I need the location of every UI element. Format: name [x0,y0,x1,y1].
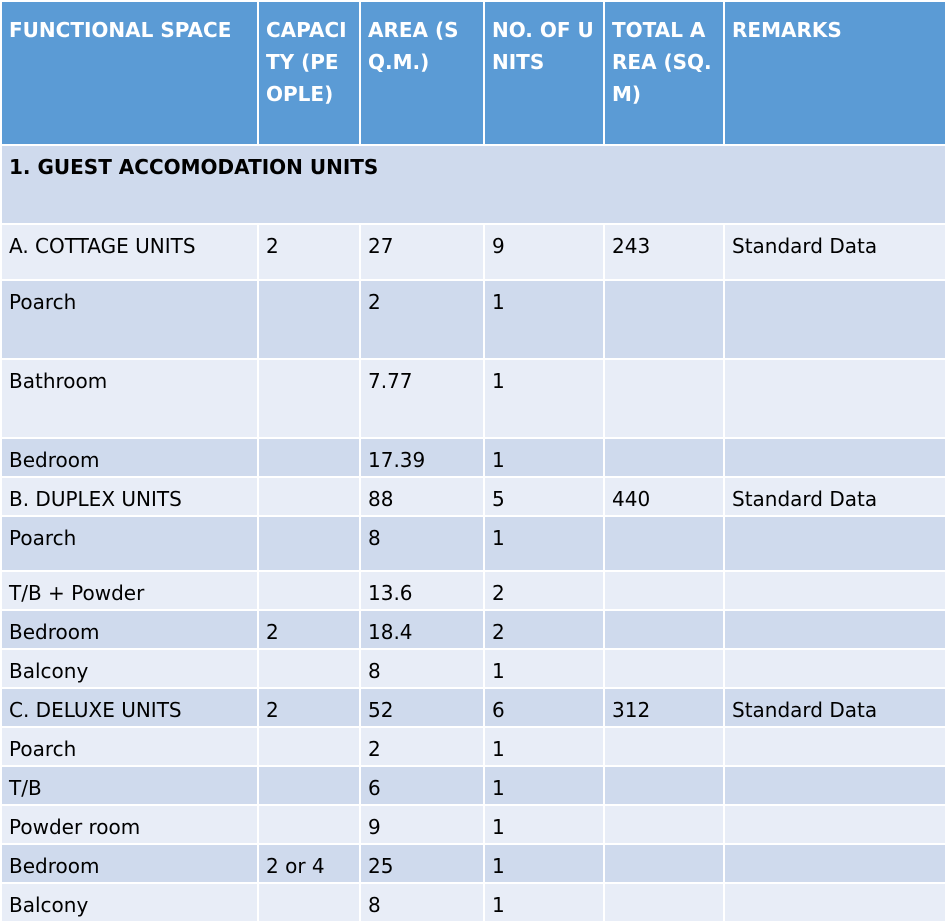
cell-total-area [604,805,724,844]
header-row [1,1,946,145]
cell-functional-space: Balcony [1,883,258,922]
cell-functional-space: Bedroom [1,438,258,477]
cell-total-area [604,844,724,883]
cell-remarks [724,610,946,649]
cell-area: 27 [360,224,484,280]
cell-no-of-units: 1 [484,883,604,922]
cell-total-area [604,766,724,805]
table-row [1,610,946,649]
cell-area: 9 [360,805,484,844]
table-row [1,438,946,477]
cell-area: 13.6 [360,571,484,610]
cell-capacity [258,516,360,571]
header-functional-space: FUNCTIONAL SPACE [1,1,258,145]
cell-functional-space: Powder room [1,805,258,844]
cell-total-area [604,438,724,477]
cell-functional-space: Poarch [1,727,258,766]
cell-no-of-units: 1 [484,359,604,438]
cell-functional-space: T/B + Powder [1,571,258,610]
cell-capacity: 2 [258,224,360,280]
table-row [1,359,946,438]
cell-remarks [724,516,946,571]
cell-area: 8 [360,883,484,922]
cell-remarks [724,438,946,477]
table-row [1,766,946,805]
cell-area: 6 [360,766,484,805]
cell-area: 8 [360,649,484,688]
cell-functional-space: Poarch [1,516,258,571]
cell-remarks [724,649,946,688]
cell-no-of-units: 1 [484,516,604,571]
cell-no-of-units: 1 [484,727,604,766]
cell-capacity [258,359,360,438]
cell-total-area [604,571,724,610]
cell-area: 2 [360,280,484,359]
cell-functional-space: Poarch [1,280,258,359]
section-title: 1. GUEST ACCOMODATION UNITS [1,145,946,224]
header-no-of-units: NO. OF UNITS [484,1,604,145]
cell-total-area [604,280,724,359]
cell-remarks [724,805,946,844]
table-row [1,280,946,359]
cell-total-area [604,610,724,649]
cell-no-of-units: 9 [484,224,604,280]
cell-remarks: Standard Data [724,688,946,727]
cell-capacity: 2 [258,610,360,649]
header-remarks: REMARKS [724,1,946,145]
cell-functional-space: Bedroom [1,844,258,883]
table-row [1,805,946,844]
header-area: AREA (SQ.M.) [360,1,484,145]
cell-total-area [604,883,724,922]
cell-functional-space: Bedroom [1,610,258,649]
cell-no-of-units: 1 [484,766,604,805]
cell-no-of-units: 5 [484,477,604,516]
cell-total-area: 312 [604,688,724,727]
cell-area: 25 [360,844,484,883]
cell-total-area [604,359,724,438]
table-row [1,477,946,516]
header-capacity: CAPACITY (PEOPLE) [258,1,360,145]
cell-no-of-units: 6 [484,688,604,727]
cell-total-area [604,649,724,688]
cell-capacity [258,727,360,766]
cell-remarks: Standard Data [724,224,946,280]
table-row [1,727,946,766]
cell-remarks [724,883,946,922]
cell-remarks: Standard Data [724,477,946,516]
cell-no-of-units: 2 [484,610,604,649]
table-row [1,571,946,610]
section-row [1,145,946,224]
cell-capacity [258,438,360,477]
cell-functional-space: A. COTTAGE UNITS [1,224,258,280]
cell-remarks [724,766,946,805]
cell-no-of-units: 1 [484,844,604,883]
cell-capacity [258,766,360,805]
cell-area: 18.4 [360,610,484,649]
cell-functional-space: T/B [1,766,258,805]
cell-area: 17.39 [360,438,484,477]
cell-area: 2 [360,727,484,766]
cell-capacity: 2 or 4 [258,844,360,883]
cell-no-of-units: 2 [484,571,604,610]
cell-functional-space: Bathroom [1,359,258,438]
cell-area: 8 [360,516,484,571]
cell-functional-space: B. DUPLEX UNITS [1,477,258,516]
cell-functional-space: C. DELUXE UNITS [1,688,258,727]
cell-area: 52 [360,688,484,727]
cell-total-area [604,727,724,766]
table-row [1,224,946,280]
cell-area: 88 [360,477,484,516]
cell-capacity [258,649,360,688]
cell-remarks [724,571,946,610]
cell-total-area: 243 [604,224,724,280]
cell-remarks [724,359,946,438]
table-row [1,688,946,727]
table-row [1,883,946,922]
cell-capacity [258,280,360,359]
cell-no-of-units: 1 [484,805,604,844]
cell-capacity [258,883,360,922]
cell-capacity: 2 [258,688,360,727]
cell-functional-space: Balcony [1,649,258,688]
cell-remarks [724,727,946,766]
cell-area: 7.77 [360,359,484,438]
cell-total-area [604,516,724,571]
cell-remarks [724,280,946,359]
cell-no-of-units: 1 [484,280,604,359]
cell-no-of-units: 1 [484,649,604,688]
header-total-area: TOTAL AREA (SQ.M) [604,1,724,145]
table-row [1,516,946,571]
cell-remarks [724,844,946,883]
cell-capacity [258,571,360,610]
table-row [1,844,946,883]
table-row [1,649,946,688]
cell-capacity [258,805,360,844]
cell-total-area: 440 [604,477,724,516]
cell-capacity [258,477,360,516]
cell-no-of-units: 1 [484,438,604,477]
